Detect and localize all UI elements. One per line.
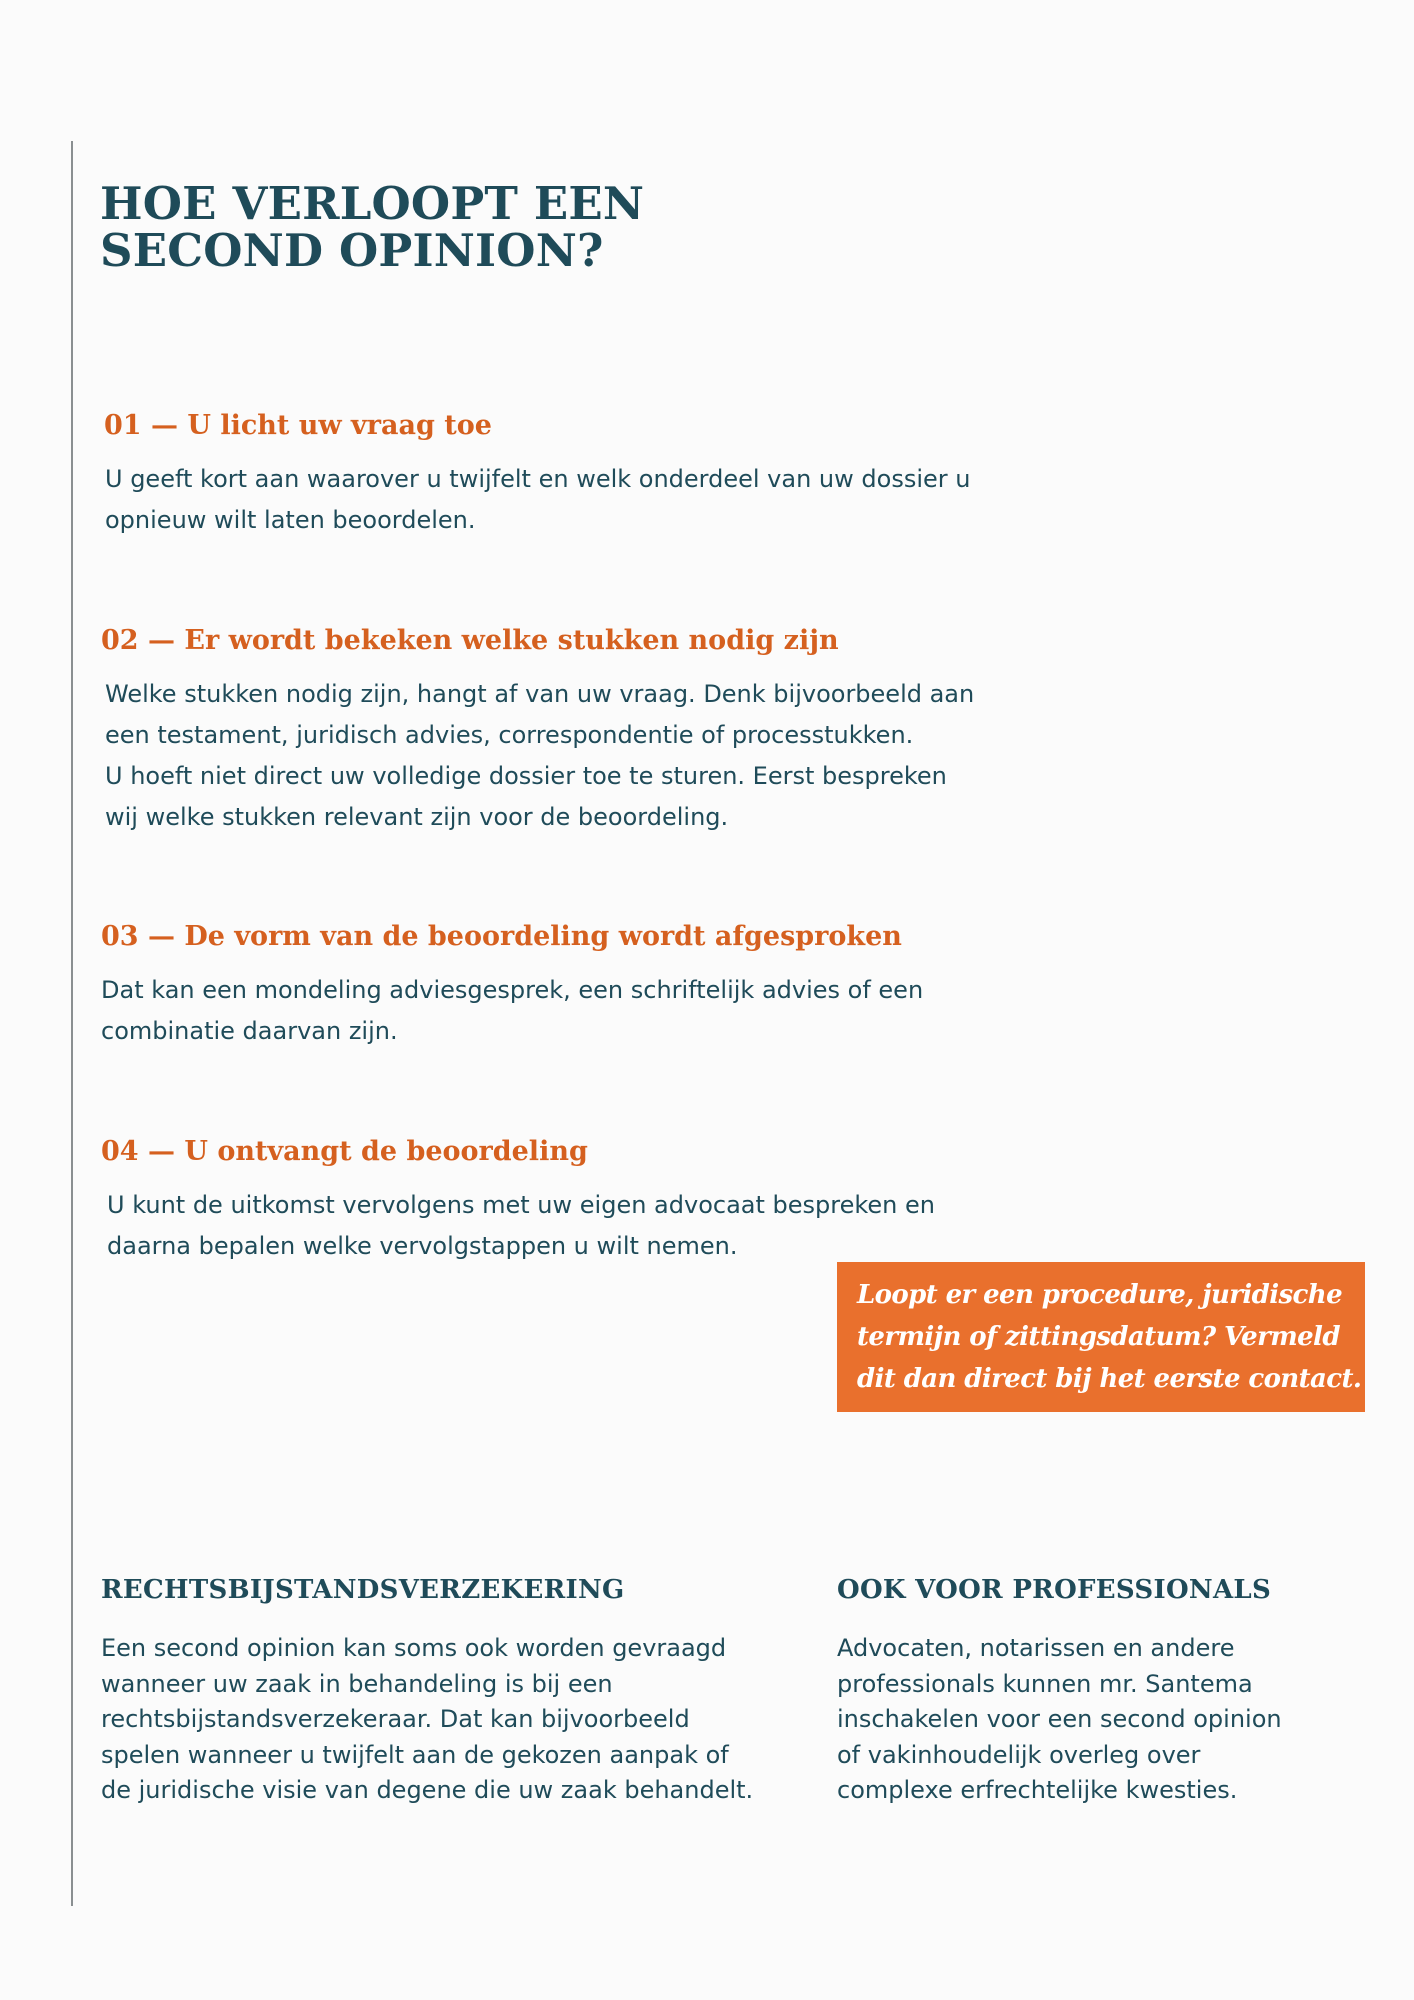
callout-text-line: dit dan direct bij het eerste contact. xyxy=(857,1364,1362,1394)
step-2-text-line: U hoeft niet direct uw volledige dossier toe te sturen. Eerst bespreken xyxy=(105,762,947,790)
step-3-title: 03 — De vorm van de beoordeling wordt afgesproken xyxy=(101,921,902,952)
insurance-text-line: de juridische visie van degene die uw zaak behandelt. xyxy=(101,1776,754,1804)
step-1-text-line: opnieuw wilt laten beoordelen. xyxy=(105,506,476,534)
callout-box xyxy=(837,1262,1365,1412)
step-1-text xyxy=(105,459,1005,541)
step-2-text-line: Welke stukken nodig zijn, hangt af van uw vraag. Denk bijvoorbeeld aan xyxy=(105,680,975,708)
insurance-heading: RECHTSBIJSTANDSVERZEKERING xyxy=(101,1575,625,1605)
step-2-text-line: een testament, juridisch advies, correspondentie of processtukken. xyxy=(105,721,914,749)
professionals-text-line: professionals kunnen mr. Santema xyxy=(837,1669,1253,1698)
professionals-text xyxy=(837,1631,1282,1809)
step-2-title: 02 — Er wordt bekeken welke stukken nodig zijn xyxy=(101,625,839,656)
insurance-text-line: spelen wanneer u twijfelt aan de gekozen aanpak of xyxy=(101,1740,729,1769)
step-2-text-line: wij welke stukken relevant zijn voor de beoordeling. xyxy=(105,803,729,831)
step-3-text-line: Dat kan een mondeling adviesgesprek, een schriftelijk advies of een xyxy=(101,976,924,1004)
professionals-text-line: of vakinhoudelijk overleg over xyxy=(837,1740,1201,1769)
page-title-line-1: HOE VERLOOPT EEN xyxy=(100,177,645,230)
professionals-text-line: complexe erfrechtelijke kwesties. xyxy=(837,1776,1238,1804)
insurance-text-line: rechtsbijstandsverzekeraar. Dat kan bijvoorbeeld xyxy=(101,1705,690,1733)
step-4-text xyxy=(107,1185,1007,1267)
callout-text-line: termijn of zittingsdatum? Vermeld xyxy=(857,1322,1340,1352)
professionals-text-line: inschakelen voor een second opinion xyxy=(837,1705,1282,1733)
step-4-text-line: daarna bepalen welke vervolgstappen u wilt nemen. xyxy=(107,1232,738,1260)
page-title-line-2: SECOND OPINION? xyxy=(100,224,604,277)
insurance-text-line: wanneer uw zaak in behandeling is bij een xyxy=(101,1669,613,1698)
step-3-text xyxy=(101,970,1001,1052)
step-2-text xyxy=(105,674,1005,838)
professionals-heading: OOK VOOR PROFESSIONALS xyxy=(837,1575,1272,1605)
step-1-title: 01 — U licht uw vraag toe xyxy=(104,410,492,441)
step-1-text-line: U geeft kort aan waarover u twijfelt en welk onderdeel van uw dossier u xyxy=(105,465,971,493)
insurance-text-line: Een second opinion kan soms ook worden gevraagd xyxy=(101,1634,727,1662)
left-vertical-rule xyxy=(71,141,73,1906)
callout-text xyxy=(857,1274,1362,1400)
professionals-text-line: Advocaten, notarissen en andere xyxy=(837,1634,1235,1662)
step-4-text-line: U kunt de uitkomst vervolgens met uw eigen advocaat bespreken en xyxy=(107,1191,935,1219)
step-4-title: 04 — U ontvangt de beoordeling xyxy=(101,1136,588,1167)
insurance-text xyxy=(101,1631,753,1809)
page-title xyxy=(100,177,900,277)
step-3-text-line: combinatie daarvan zijn. xyxy=(101,1017,398,1045)
callout-text-line: Loopt er een procedure, juridische xyxy=(857,1280,1343,1310)
